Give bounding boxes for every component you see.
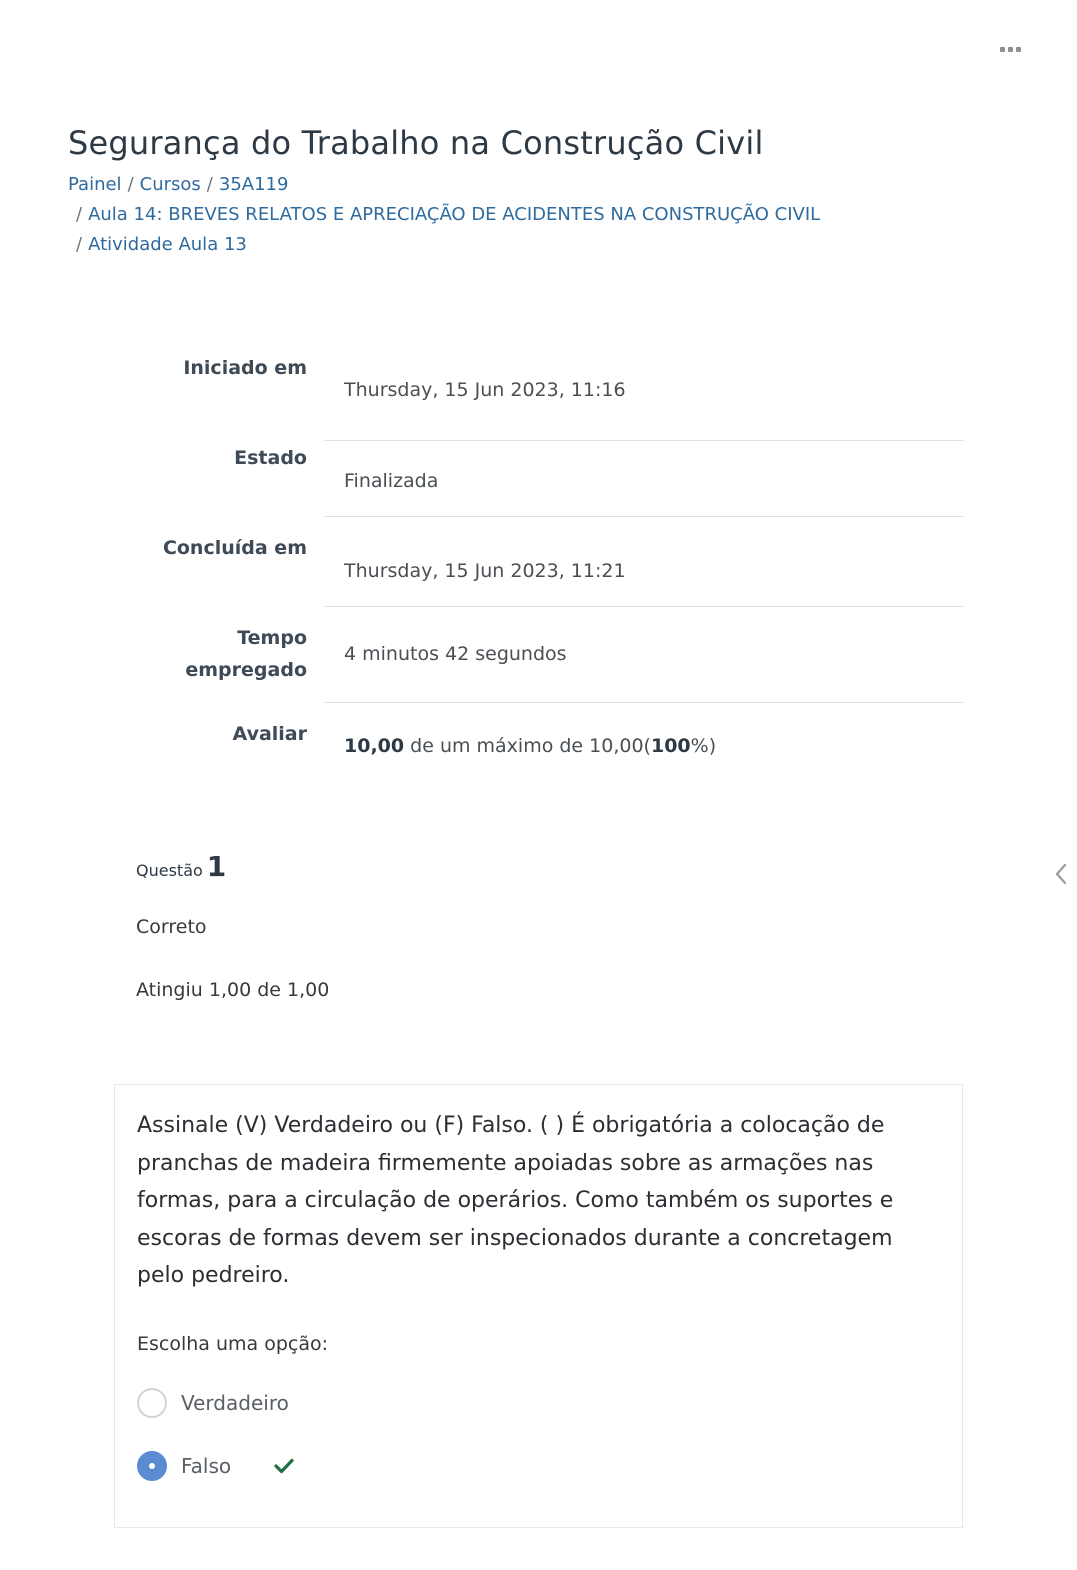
question-card <box>114 1084 963 1528</box>
row-divider <box>324 440 964 441</box>
completed-label: Concluída em <box>162 537 307 559</box>
page-title: Segurança do Trabalho na Construção Civil <box>68 124 764 162</box>
row-divider <box>324 516 964 517</box>
option-label: Falso <box>181 1454 232 1478</box>
state-label: Estado <box>234 447 307 469</box>
breadcrumb-painel[interactable]: Painel <box>68 174 122 195</box>
row-divider <box>324 702 964 703</box>
started-value: Thursday, 15 Jun 2023, 11:16 <box>344 379 626 401</box>
choose-option-prompt: Escolha uma opção: <box>137 1333 329 1355</box>
option-label: Verdadeiro <box>181 1391 289 1415</box>
option-falso[interactable] <box>137 1450 295 1482</box>
chevron-left-icon[interactable] <box>1052 862 1070 886</box>
question-grade: Atingiu 1,00 de 1,00 <box>136 979 330 1001</box>
grade-label: Avaliar <box>232 723 307 745</box>
time-label: Tempo empregado <box>185 627 307 681</box>
radio-falso[interactable] <box>137 1451 167 1481</box>
started-label: Iniciado em <box>183 357 307 379</box>
state-value: Finalizada <box>344 470 439 492</box>
breadcrumb-course-code[interactable]: 35A119 <box>218 174 289 195</box>
option-verdadeiro[interactable] <box>137 1387 289 1419</box>
question-state: Correto <box>136 916 207 938</box>
completed-value: Thursday, 15 Jun 2023, 11:21 <box>344 560 626 582</box>
breadcrumb-cursos[interactable]: Cursos <box>139 174 201 195</box>
question-number: Questão 1 <box>136 850 227 883</box>
question-text: Assinale (V) Verdadeiro ou (F) Falso. ( ) É obrigatória a colocação de pranchas de madeira firmemente apoiadas sobre as armações nas formas, para a circulação de operários. Como também os suportes e escoras de formas devem ser inspecionados durante a concretagem pelo pedreiro. <box>137 1113 894 1288</box>
radio-verdadeiro[interactable] <box>137 1388 167 1418</box>
breadcrumb-aula-14[interactable]: Aula 14: BREVES RELATOS E APRECIAÇÃO DE ACIDENTES NA CONSTRUÇÃO CIVIL <box>88 204 821 225</box>
breadcrumb-atividade[interactable]: Atividade Aula 13 <box>88 234 247 255</box>
checkmark-icon <box>273 1457 295 1475</box>
time-value: 4 minutos 42 segundos <box>344 643 567 665</box>
row-divider <box>324 606 964 607</box>
breadcrumb: Painel / Cursos / 35A119 / Aula 14: BREVES RELATOS E APRECIAÇÃO DE ACIDENTES NA CONSTRUÇÃO CIVIL / Atividade Aula 13 <box>68 170 820 260</box>
more-options-icon[interactable] <box>1000 42 1026 56</box>
grade-value: 10,00 de um máximo de 10,00(100%) <box>344 735 717 757</box>
